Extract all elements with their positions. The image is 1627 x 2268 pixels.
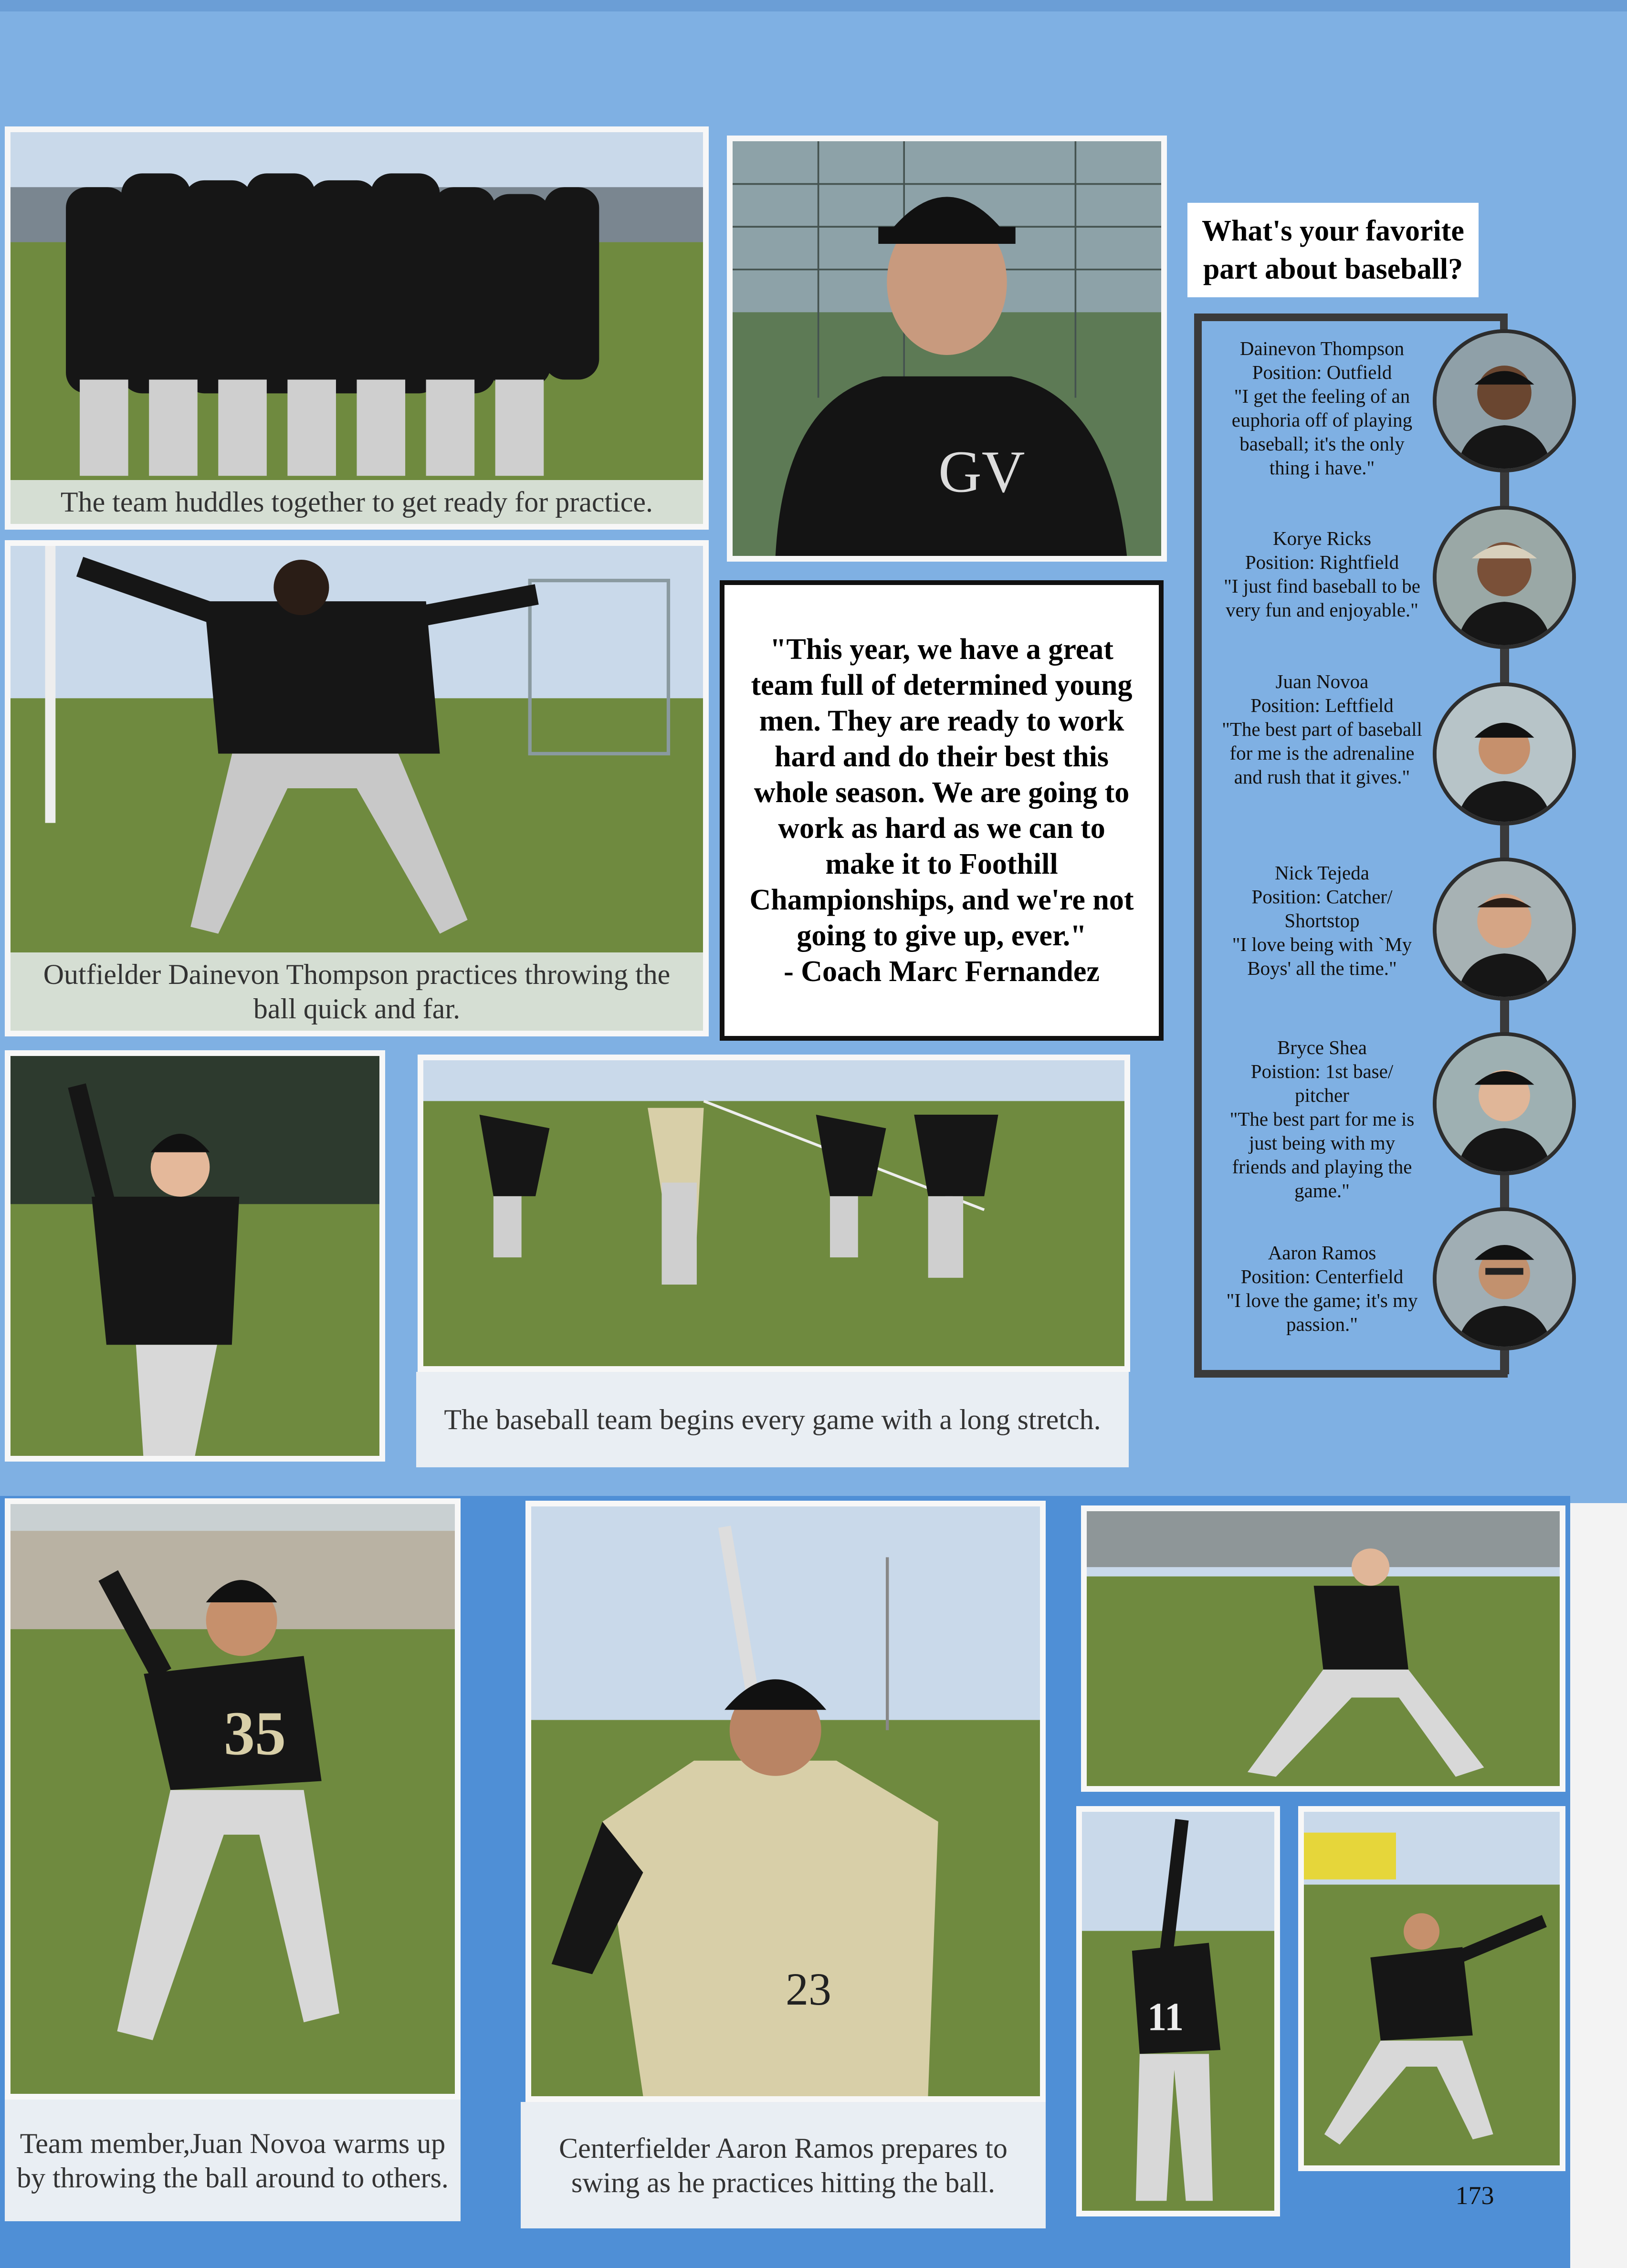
- avatar-bryce: [1433, 1032, 1576, 1175]
- photo-player-pitching: [5, 1050, 385, 1462]
- player-position: Position: Leftfield: [1250, 694, 1394, 716]
- player-quote: "I love the game; it's my passion.": [1226, 1289, 1418, 1335]
- player-name: Korye Ricks: [1272, 527, 1372, 549]
- caption-juan-warmup: Team member,Juan Novoa warms up by throwing the ball around to others.: [5, 2100, 461, 2221]
- photo-player-striding: [1081, 1505, 1565, 1792]
- player-position: Position: Centerfield: [1240, 1265, 1404, 1287]
- player-quote: "I just find baseball to be very fun and enjoyable.": [1224, 575, 1420, 621]
- player-entry-korye: [1222, 526, 1422, 622]
- photo-player-side-throw: [1298, 1806, 1565, 2171]
- avatar-nick: [1433, 857, 1576, 1001]
- player-entry-dainevon: [1222, 336, 1422, 480]
- player-name: Bryce Shea: [1277, 1036, 1367, 1058]
- favorite-part-heading: What's your favorite part about baseball?: [1187, 203, 1479, 297]
- player-name: Juan Novoa: [1275, 670, 1369, 692]
- page-number: 173: [1455, 2181, 1494, 2210]
- avatar-juan: [1433, 682, 1576, 826]
- jersey-number-23: 23: [786, 1964, 831, 2015]
- player-entry-bryce: [1222, 1035, 1422, 1202]
- avatar-korye: [1433, 506, 1576, 649]
- avatar-aaron: [1433, 1207, 1576, 1350]
- player-entry-nick: [1222, 861, 1422, 980]
- photo-juan-warmup: [5, 1498, 461, 2100]
- caption-team-huddle: The team huddles together to get ready for practice.: [10, 480, 703, 524]
- photo-team-huddle: [5, 126, 709, 530]
- jersey-number-11: 11: [1147, 1995, 1184, 2039]
- photo-team-stretching: [418, 1055, 1130, 1372]
- player-quote: "The best part of baseball for me is the adrenaline and rush that it gives.": [1222, 718, 1422, 788]
- page-top-edge: [0, 0, 1627, 11]
- player-name: Dainevon Thompson: [1239, 337, 1405, 359]
- coach-quote-attribution: - Coach Marc Fernandez: [784, 955, 1100, 988]
- player-position: Position: Rightfield: [1245, 551, 1399, 573]
- player-quote: "I get the feeling of an euphoria off of playing baseball; it's the only thing i have.": [1231, 385, 1413, 479]
- player-name: Aaron Ramos: [1268, 1242, 1376, 1264]
- caption-team-stretching: The baseball team begins every game with a long stretch.: [416, 1372, 1129, 1467]
- caption-aaron-batting: Centerfielder Aaron Ramos prepares to swing as he practices hitting the ball.: [521, 2102, 1046, 2228]
- svg-text:GV: GV: [938, 439, 1025, 505]
- coach-quote-text: "This year, we have a great team full of determined young men. They are ready to work hard and do their best this whole season. We are going to work as hard as we can to make it to Foothill Championships, and we're not going to give up, ever.": [749, 633, 1134, 952]
- player-position: Position: Outfield: [1252, 361, 1392, 383]
- photo-player-11-catching: [1076, 1806, 1280, 2216]
- photo-coach: [727, 136, 1167, 562]
- player-position: Poistion: 1st base/ pitcher: [1250, 1060, 1394, 1106]
- player-quote: "The best part for me is just being with my friends and playing the game.": [1229, 1108, 1415, 1202]
- player-entry-aaron: [1222, 1241, 1422, 1336]
- player-entry-juan: [1222, 669, 1422, 789]
- avatar-dainevon: [1433, 329, 1576, 472]
- photo-aaron-batting: [525, 1501, 1046, 2102]
- player-position: Position: Catcher/ Shortstop: [1251, 886, 1393, 931]
- player-quote: "I love being with `My Boys' all the time.": [1232, 933, 1412, 979]
- player-name: Nick Tejeda: [1275, 862, 1369, 884]
- jersey-number-35: 35: [223, 1699, 286, 1768]
- photo-dainevon-throwing: [5, 540, 709, 1036]
- page-edge-strip: [1570, 1503, 1627, 2268]
- caption-dainevon-throwing: Outfielder Dainevon Thompson practices throwing the ball quick and far.: [10, 952, 703, 1031]
- coach-quote-box: [720, 580, 1164, 1041]
